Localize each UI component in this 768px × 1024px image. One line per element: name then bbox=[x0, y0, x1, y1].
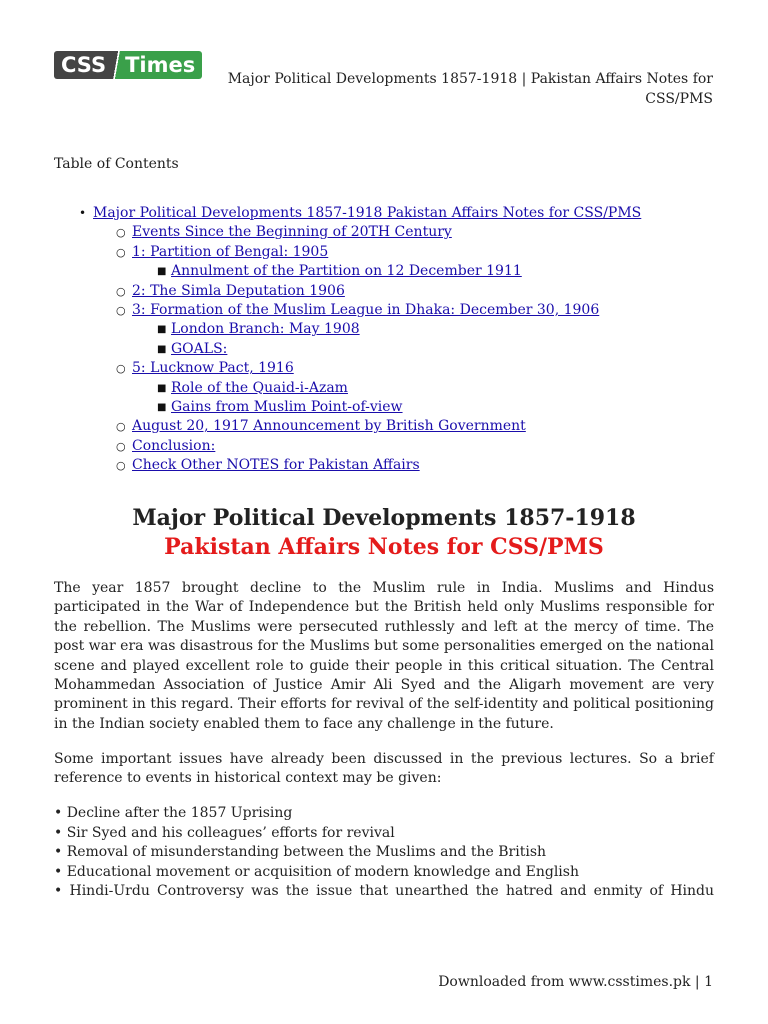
toc-item bbox=[54, 437, 714, 456]
list-item: • Hindi-Urdu Controversy was the issue that unearthed the hatred and enmity of Hindu bbox=[54, 883, 714, 900]
square-bullet-icon: ■ bbox=[157, 382, 167, 394]
circle-bullet-icon: ○ bbox=[116, 439, 126, 453]
list-item: • Sir Syed and his colleagues’ efforts for revival bbox=[54, 824, 395, 841]
header-title bbox=[153, 69, 713, 109]
toc-item bbox=[54, 223, 714, 242]
toc-item bbox=[54, 379, 714, 398]
toc-link[interactable]: Major Political Developments 1857-1918 Pakistan Affairs Notes for CSS/PMS bbox=[93, 205, 642, 221]
circle-bullet-icon: ○ bbox=[116, 459, 126, 473]
square-bullet-icon: ■ bbox=[157, 266, 167, 278]
toc-item bbox=[54, 456, 714, 475]
circle-bullet-icon: ○ bbox=[116, 245, 126, 259]
logo-text-css: CSS bbox=[54, 51, 110, 79]
table-of-contents bbox=[54, 204, 714, 475]
article-title: Major Political Developments 1857-1918 bbox=[132, 505, 636, 531]
toc-item bbox=[54, 398, 714, 417]
toc-link[interactable]: Check Other NOTES for Pakistan Affairs bbox=[132, 457, 420, 474]
circle-bullet-icon: ○ bbox=[116, 226, 126, 240]
circle-bullet-icon: ○ bbox=[116, 284, 126, 298]
square-bullet-icon: ■ bbox=[157, 324, 167, 336]
list-item: • Removal of misunderstanding between the Muslims and the British bbox=[54, 844, 547, 861]
page-footer: Downloaded from www.csstimes.pk | 1 bbox=[438, 974, 713, 990]
toc-item bbox=[54, 282, 714, 301]
article-title-block bbox=[54, 504, 714, 562]
article-paragraph-2: Some important issues have already been discussed in the previous lectures. So a brief reference to events in historical context may be given: bbox=[54, 751, 714, 787]
disc-bullet-icon: • bbox=[79, 206, 87, 220]
toc-item bbox=[54, 301, 714, 320]
toc-item bbox=[54, 320, 714, 339]
toc-link[interactable]: 5: Lucknow Pact, 1916 bbox=[132, 360, 294, 377]
list-item: • Educational movement or acquisition of modern knowledge and English bbox=[54, 863, 579, 880]
toc-link[interactable]: 1: Partition of Bengal: 1905 bbox=[132, 243, 329, 260]
article-paragraph-1: The year 1857 brought decline to the Muslim rule in India. Muslims and Hindus participated in the War of Independence but the British held only Muslims responsible for the rebellion. The Muslims were persecuted ruthlessly and left at the mercy of time. The post war era was disastrous for the Muslims but some personalities emerged on the national scene and played excellent role to guide their people in this critical situation. The Central Mohammedan Association of Justice Amir Ali Syed and the Aligarh movement are very prominent in this regard. Their efforts for revival of the self-identity and political positioning in the Indian society enabled them to face any challenge in the future. bbox=[54, 580, 714, 732]
toc-link[interactable]: GOALS: bbox=[171, 340, 228, 357]
toc-item bbox=[54, 359, 714, 378]
article-subtitle: Pakistan Affairs Notes for CSS/PMS bbox=[164, 534, 604, 560]
circle-bullet-icon: ○ bbox=[116, 362, 126, 376]
toc-item bbox=[54, 340, 714, 359]
toc-link[interactable]: 3: Formation of the Muslim League in Dhaka: December 30, 1906 bbox=[132, 301, 600, 318]
header-title-line2: CSS/PMS bbox=[645, 91, 713, 107]
toc-link[interactable]: Gains from Muslim Point-of-view bbox=[171, 398, 403, 415]
header-title-line1: Major Political Developments 1857-1918 | Pakistan Affairs Notes for bbox=[227, 71, 713, 87]
toc-item bbox=[54, 417, 714, 436]
logo-text-times: Times bbox=[122, 51, 202, 79]
toc-item bbox=[54, 243, 714, 262]
list-item: • Decline after the 1857 Uprising bbox=[54, 805, 293, 821]
logo-slash-mark bbox=[110, 51, 122, 79]
toc-link[interactable]: Annulment of the Partition on 12 December 1911 bbox=[171, 263, 522, 280]
toc-link[interactable]: August 20, 1917 Announcement by British Government bbox=[132, 418, 526, 435]
square-bullet-icon: ■ bbox=[157, 401, 167, 413]
toc-link[interactable]: Conclusion: bbox=[132, 437, 216, 454]
circle-bullet-icon: ○ bbox=[116, 420, 126, 434]
toc-item bbox=[54, 262, 714, 281]
toc-link[interactable]: Events Since the Beginning of 20TH Century bbox=[132, 224, 452, 241]
toc-heading: Table of Contents bbox=[54, 156, 179, 172]
square-bullet-icon: ■ bbox=[157, 343, 167, 355]
toc-link[interactable]: Role of the Quaid-i-Azam bbox=[171, 379, 348, 396]
toc-item bbox=[54, 204, 714, 223]
circle-bullet-icon: ○ bbox=[116, 303, 126, 317]
toc-link[interactable]: 2: The Simla Deputation 1906 bbox=[132, 282, 345, 299]
toc-link[interactable]: London Branch: May 1908 bbox=[171, 321, 360, 338]
issues-list bbox=[54, 804, 714, 902]
